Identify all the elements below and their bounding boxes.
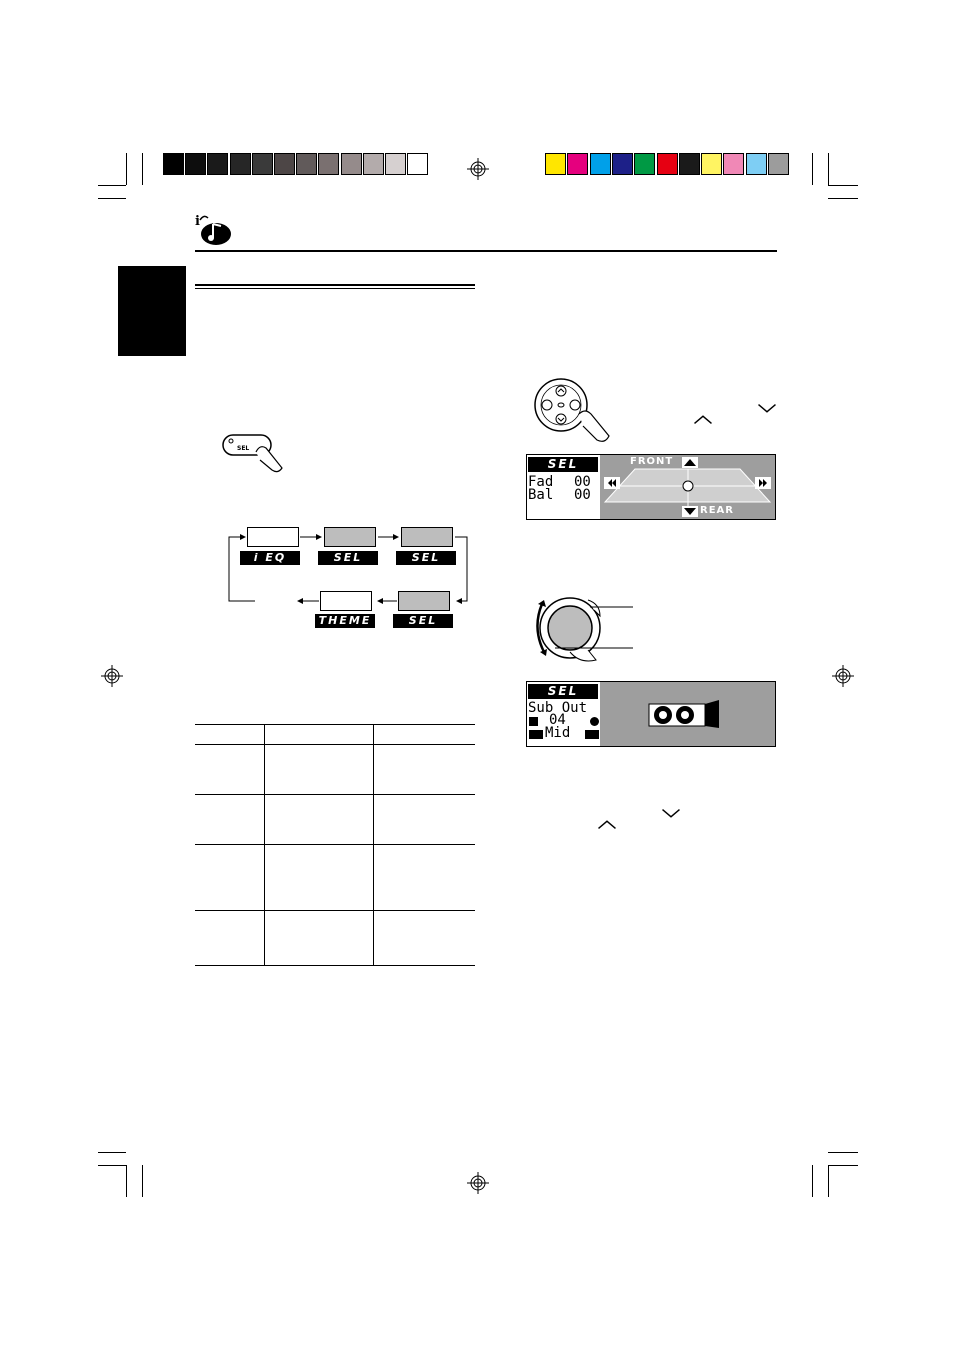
sel-button-icon: [220, 430, 290, 475]
color-swatch: [768, 153, 789, 175]
next-icon: [585, 730, 599, 739]
grayscale-swatch: [318, 153, 339, 175]
flow-badge-theme: THEME: [315, 614, 375, 628]
grayscale-swatch: [296, 153, 317, 175]
registration-mark-icon: [467, 1172, 489, 1194]
crop-mark: [828, 185, 858, 186]
crop-mark: [142, 153, 143, 185]
grayscale-swatch: [407, 153, 428, 175]
crop-mark: [828, 153, 829, 185]
grayscale-swatch: [274, 153, 295, 175]
table-rule: [195, 910, 475, 911]
crop-mark: [828, 198, 858, 199]
fader-graphic: [600, 455, 775, 519]
crop-mark: [98, 198, 126, 199]
lcd-sel-badge: SEL: [528, 457, 598, 472]
crop-mark: [126, 1165, 127, 1197]
registration-mark-icon: [101, 665, 123, 687]
language-side-tab: [118, 266, 186, 356]
fader-field-icon: [600, 455, 775, 519]
crop-mark: [828, 1165, 858, 1166]
color-swatch: [634, 153, 655, 175]
sub-out-label: Sub Out: [528, 700, 588, 716]
grayscale-swatch: [207, 153, 228, 175]
flow-badge-ieq: i EQ: [240, 551, 300, 565]
control-pad-icon: [527, 378, 617, 446]
grayscale-swatch: [163, 153, 184, 175]
up-arrow-icon: ︿: [694, 406, 712, 427]
rear-label: REAR: [700, 505, 734, 516]
color-swatch: [657, 153, 678, 175]
fader-balance-display: [526, 454, 776, 520]
crop-mark: [812, 153, 813, 185]
registration-mark-icon: [832, 665, 854, 687]
color-swatch: [545, 153, 566, 175]
table-rule: [195, 794, 475, 795]
crop-mark: [828, 1152, 858, 1153]
sub-out-display: [526, 681, 776, 747]
crop-mark: [828, 1165, 829, 1197]
grayscale-swatch: [385, 153, 406, 175]
table-rule: [195, 724, 475, 725]
svg-text:SEL: SEL: [237, 445, 250, 452]
plus-icon: [590, 717, 599, 726]
flow-badge-sel: SEL: [393, 614, 453, 628]
registration-mark-icon: [467, 158, 489, 180]
grayscale-swatch: [363, 153, 384, 175]
subwoofer-icon: [645, 698, 725, 730]
down-arrow-icon: ﹀: [662, 809, 680, 830]
color-swatch: [723, 153, 744, 175]
color-swatch: [567, 153, 588, 175]
sub-out-value: 04: [549, 712, 566, 728]
crop-mark: [142, 1165, 143, 1197]
crop-mark: [98, 185, 126, 186]
table-rule: [264, 724, 265, 965]
subwoofer-graphic: [600, 682, 775, 746]
grayscale-swatch: [252, 153, 273, 175]
section-rule: [195, 284, 475, 286]
svg-text:i: i: [195, 214, 200, 229]
section-rule: [195, 288, 475, 289]
minus-icon: [529, 717, 538, 726]
crop-mark: [812, 1165, 813, 1197]
crop-mark: [126, 153, 127, 185]
sub-out-freq: Mid: [545, 725, 571, 741]
color-swatch: [612, 153, 633, 175]
control-dial-icon: [530, 590, 635, 670]
flow-badge-sel: SEL: [318, 551, 378, 565]
grayscale-swatch: [230, 153, 251, 175]
crop-mark: [98, 1165, 126, 1166]
table-rule: [195, 844, 475, 845]
prev-icon: [529, 730, 543, 739]
grayscale-swatch: [341, 153, 362, 175]
color-swatch: [701, 153, 722, 175]
table-rule: [373, 724, 374, 965]
color-swatch: [590, 153, 611, 175]
crop-mark: [98, 1152, 126, 1153]
music-note-icon: [194, 212, 234, 246]
down-arrow-icon: ﹀: [758, 404, 776, 425]
color-swatch: [746, 153, 767, 175]
fad-value: 00: [574, 474, 591, 490]
front-label: FRONT: [630, 456, 674, 467]
lcd-sel-badge: SEL: [528, 684, 598, 699]
up-arrow-icon: ︿: [598, 811, 616, 832]
bal-label: Bal: [528, 487, 554, 503]
grayscale-swatch: [185, 153, 206, 175]
fad-label: Fad: [528, 474, 554, 490]
flow-arrows: [225, 525, 475, 605]
table-rule: [195, 744, 475, 745]
flow-badge-sel: SEL: [396, 551, 456, 565]
color-swatch: [679, 153, 700, 175]
table-rule: [195, 965, 475, 966]
header-rule: [195, 250, 777, 252]
bal-value: 00: [574, 487, 591, 503]
